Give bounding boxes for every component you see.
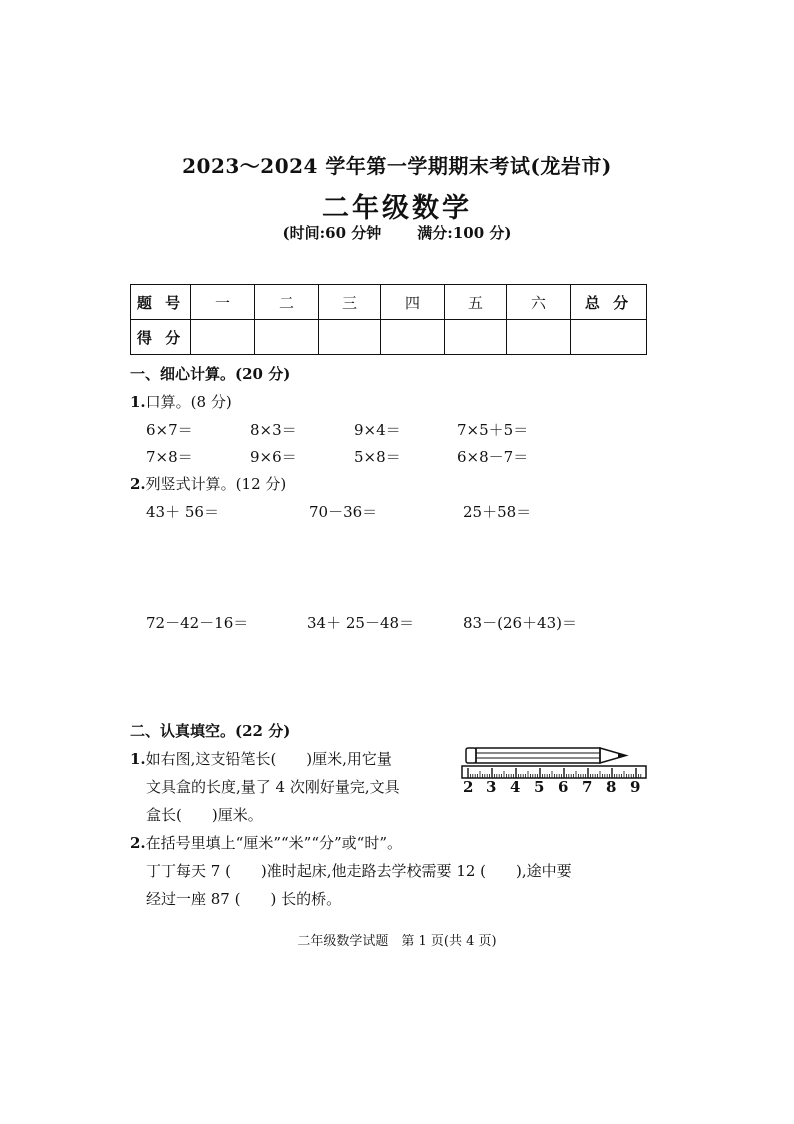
ruler-number: 4 [510, 778, 521, 796]
s1-q1 [130, 391, 232, 412]
score-table-header-row [131, 285, 647, 320]
vertical-calc-item: 43＋ 56＝ [146, 503, 219, 521]
s2-q2-line3: 经过一座 87 ( ) 长的桥。 [146, 890, 342, 908]
question-number: 2. [130, 834, 146, 852]
ruler-number: 5 [534, 778, 545, 796]
vertical-calc-item: 34＋ 25－48＝ [307, 614, 415, 632]
question-number: 1. [130, 750, 146, 768]
oral-calc-item: 7×8＝ [146, 448, 193, 466]
vertical-calc-item: 72－42－16＝ [146, 614, 249, 632]
s2-q2-line2: 丁丁每天 7 ( )准时起床,他走路去学校需要 12 ( ),途中要 [146, 862, 572, 880]
oral-calc-item: 6×7＝ [146, 421, 193, 439]
ruler-number: 9 [630, 778, 641, 796]
score-row-label: 得 分 [131, 320, 191, 355]
oral-calc-item: 9×6＝ [250, 448, 297, 466]
exam-subtitle: 二年级数学 [322, 193, 472, 224]
exam-title: 2023～2024 学年第一学期期末考试(龙岩市) [182, 154, 612, 178]
s1-q2 [130, 473, 286, 494]
question-text: 口算。(8 分) [145, 393, 232, 411]
question-text: 在括号里填上“厘米”“米”“分”或“时”。 [145, 834, 403, 852]
s2-q1-line2: 文具盒的长度,量了 4 次刚好量完,文具 [146, 778, 400, 796]
score-input-cell[interactable] [255, 320, 319, 355]
pencil-ruler-figure [460, 746, 648, 798]
question-number: 2. [130, 475, 146, 493]
ruler-number: 3 [486, 778, 497, 796]
section1-heading: 一、细心计算。(20 分) [130, 365, 291, 383]
exam-full-score: 满分:100 分) [417, 224, 512, 242]
score-input-cell[interactable] [381, 320, 445, 355]
vertical-calc-item: 70－36＝ [309, 503, 378, 521]
question-number: 1. [130, 393, 146, 411]
oral-calc-item: 5×8＝ [354, 448, 401, 466]
score-input-cell[interactable] [571, 320, 647, 355]
question-text: 列竖式计算。(12 分) [145, 475, 287, 493]
oral-calc-item: 7×5＋5＝ [457, 421, 529, 439]
score-table-cell: 一 [191, 285, 255, 320]
score-table-cell: 六 [507, 285, 571, 320]
score-table [130, 284, 647, 355]
page-footer: 二年级数学试题 第 1 页(共 4 页) [297, 934, 497, 949]
s2-q2-line1 [130, 832, 402, 853]
ruler-number: 2 [463, 778, 474, 796]
score-table-cell: 五 [445, 285, 507, 320]
score-table-cell: 四 [381, 285, 445, 320]
score-input-cell[interactable] [507, 320, 571, 355]
score-table-cell: 题 号 [131, 285, 191, 320]
score-table-score-row [131, 320, 647, 355]
oral-calc-item: 6×8－7＝ [457, 448, 529, 466]
score-input-cell[interactable] [445, 320, 507, 355]
ruler-number: 6 [558, 778, 569, 796]
question-text: 如右图,这支铅笔长( )厘米,用它量 [145, 750, 392, 768]
oral-calc-item: 8×3＝ [250, 421, 297, 439]
oral-calc-item: 9×4＝ [354, 421, 401, 439]
ruler-numbers [460, 778, 648, 796]
exam-time: (时间:60 分钟 [282, 224, 382, 242]
section2-heading: 二、认真填空。(22 分) [130, 722, 291, 740]
score-table-cell: 二 [255, 285, 319, 320]
score-table-cell: 三 [319, 285, 381, 320]
score-input-cell[interactable] [191, 320, 255, 355]
s2-q1-line1 [130, 748, 392, 769]
vertical-calc-item: 83－(26＋43)＝ [463, 614, 577, 632]
score-table-cell: 总 分 [571, 285, 647, 320]
score-input-cell[interactable] [319, 320, 381, 355]
ruler-number: 7 [582, 778, 593, 796]
exam-info [0, 222, 794, 243]
s2-q1-line3: 盒长( )厘米。 [146, 806, 263, 824]
ruler-number: 8 [606, 778, 617, 796]
vertical-calc-item: 25＋58＝ [463, 503, 532, 521]
